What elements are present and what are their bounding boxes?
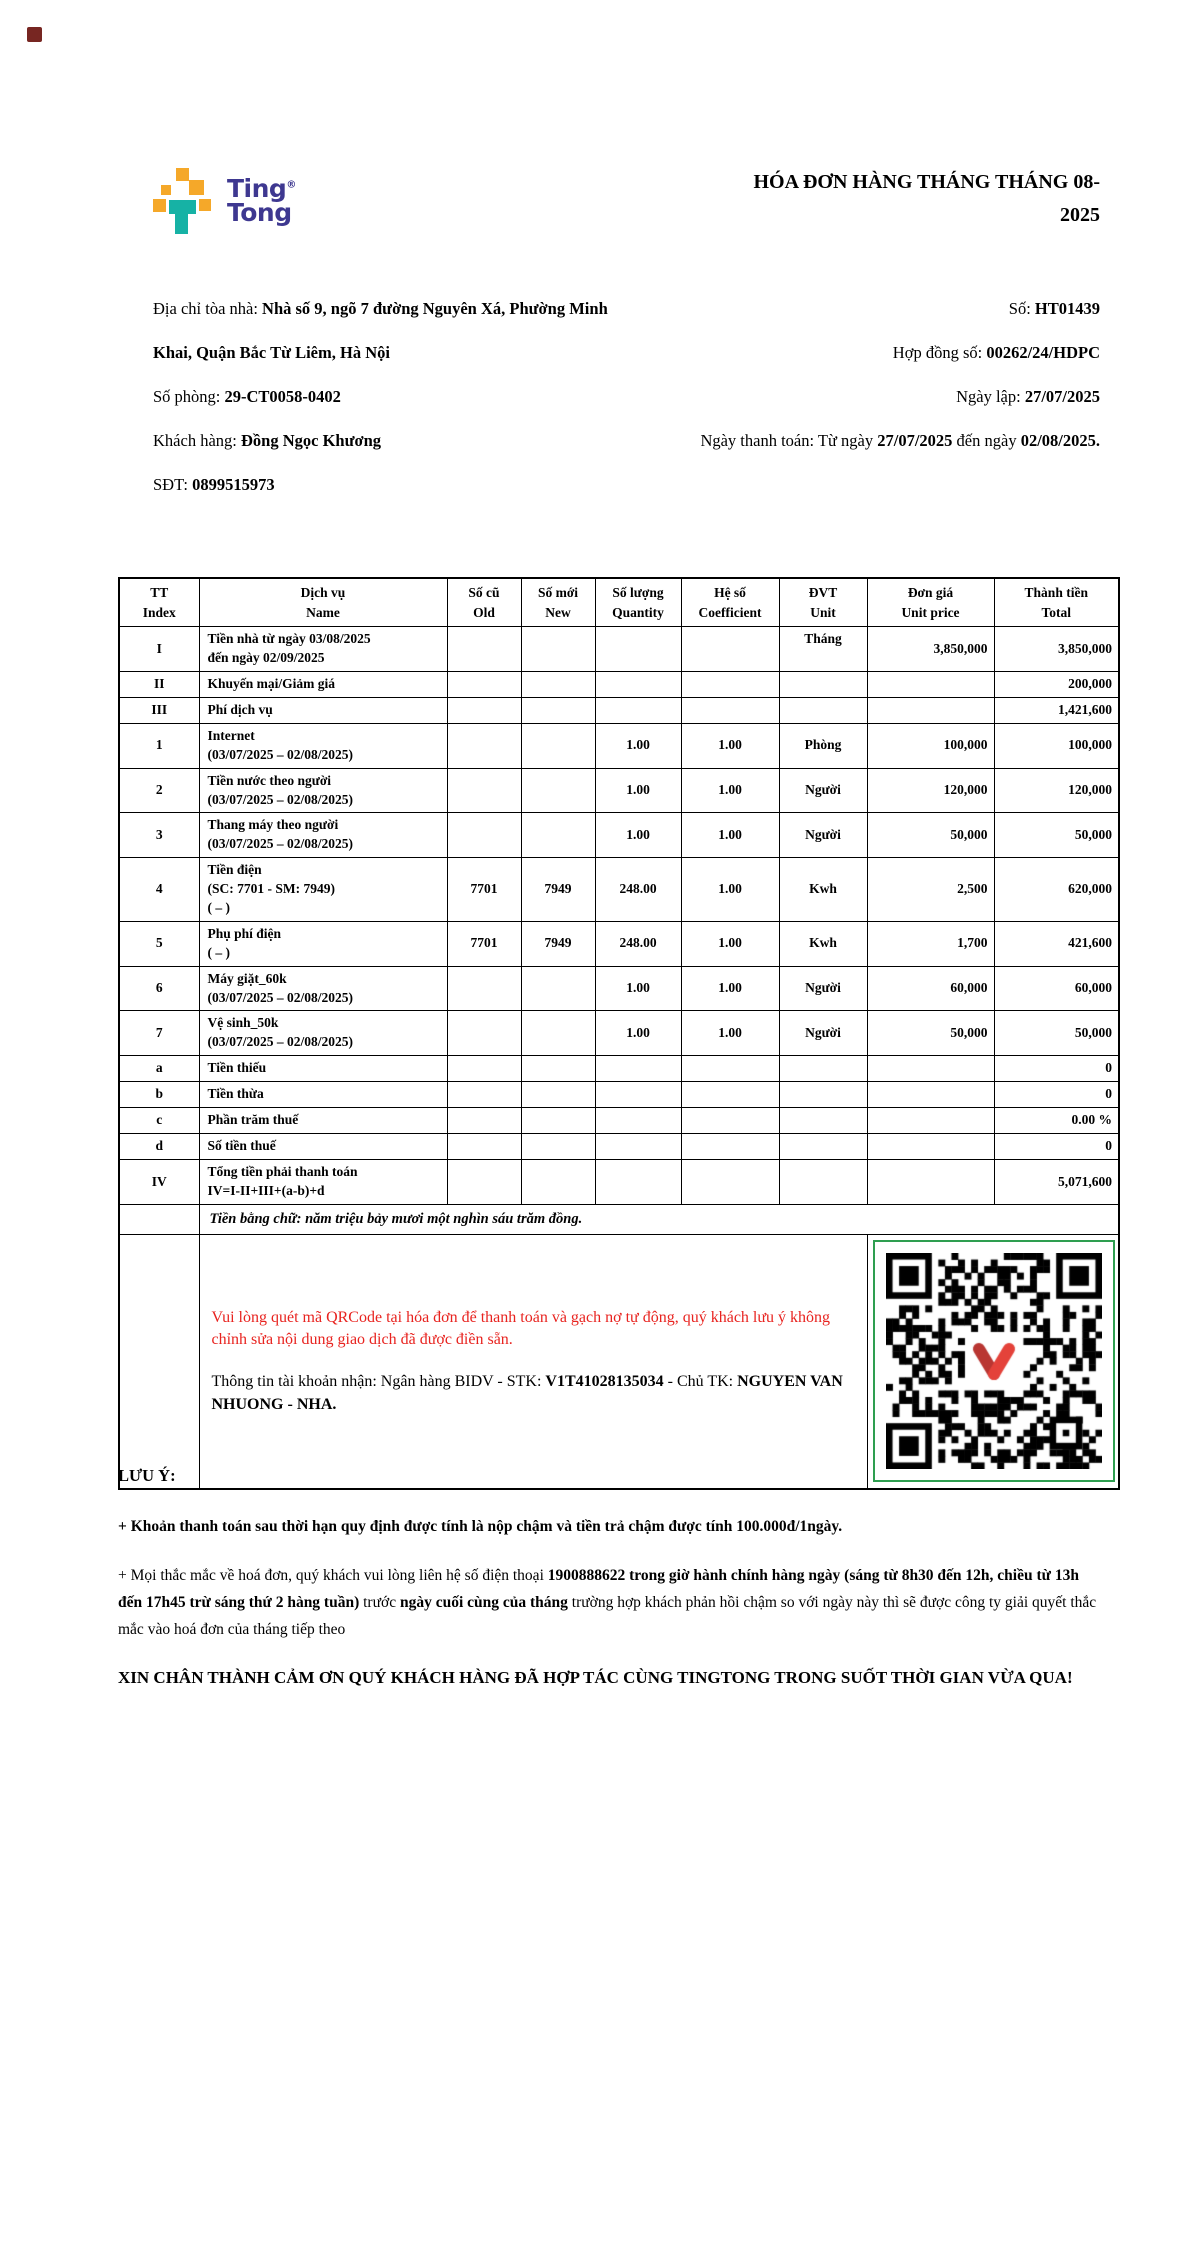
col-header-quantity: Số lượng Quantity xyxy=(595,578,681,627)
cell-index xyxy=(119,1235,199,1489)
table-row xyxy=(119,1160,1119,1205)
cell-service-name: Máy giặt_60k (03/07/2025 – 02/08/2025) xyxy=(199,966,447,1011)
cell-unit-price xyxy=(867,671,994,697)
cell-coefficient xyxy=(681,671,779,697)
table-row xyxy=(119,1108,1119,1134)
cell-quantity xyxy=(595,1134,681,1160)
cell-coefficient: 1.00 xyxy=(681,768,779,813)
col-header-total: Thành tiền Total xyxy=(994,578,1119,627)
cell-quantity: 1.00 xyxy=(595,723,681,768)
table-row xyxy=(119,627,1119,672)
cell-unit-price xyxy=(867,1134,994,1160)
invoice-table xyxy=(118,577,1120,1490)
cell-quantity: 248.00 xyxy=(595,921,681,966)
cell-unit-price: 2,500 xyxy=(867,858,994,922)
notes-section xyxy=(118,1462,1104,1692)
cell-unit-price xyxy=(867,1160,994,1205)
cell-service-name: Tiền nước theo người (03/07/2025 – 02/08/2025) xyxy=(199,768,447,813)
customer-info xyxy=(153,287,628,507)
cell-new-reading xyxy=(521,1134,595,1160)
col-header-coefficient: Hệ số Coefficient xyxy=(681,578,779,627)
notes-title: LƯU Ý: xyxy=(118,1466,176,1485)
qr-payment-note: Vui lòng quét mã QRCode tại hóa đơn để thanh toán và gạch nợ tự động, quý khách lưu ý không chỉnh sửa nội dung giao dịch đã được điền sẵn. xyxy=(211,1308,831,1348)
cell-unit-price: 1,700 xyxy=(867,921,994,966)
cell-service-name: Phần trăm thuế xyxy=(199,1108,447,1134)
cell-quantity: 1.00 xyxy=(595,813,681,858)
cell-index: 1 xyxy=(119,723,199,768)
cell-unit xyxy=(779,1160,867,1205)
cell-unit xyxy=(779,1134,867,1160)
cell-unit-price: 50,000 xyxy=(867,1011,994,1056)
col-header-new: Số mới New xyxy=(521,578,595,627)
building-address: Địa chỉ tòa nhà: Nhà số 9, ngõ 7 đường Nguyên Xá, Phường Minh Khai, Quận Bắc Từ Liêm, Hà Nội xyxy=(153,299,608,362)
cell-index: c xyxy=(119,1108,199,1134)
cell-unit xyxy=(779,671,867,697)
col-header-unit-price: Đơn giá Unit price xyxy=(867,578,994,627)
col-header-name: Dịch vụ Name xyxy=(199,578,447,627)
cell-service-name: Thang máy theo người (03/07/2025 – 02/08/2025) xyxy=(199,813,447,858)
cell-coefficient: 1.00 xyxy=(681,858,779,922)
qr-code-frame xyxy=(873,1240,1115,1482)
cell-total: 3,850,000 xyxy=(994,627,1119,672)
cell-new-reading xyxy=(521,1160,595,1205)
col-header-old: Số cũ Old xyxy=(447,578,521,627)
cell-unit: Kwh xyxy=(779,921,867,966)
cell-old-reading xyxy=(447,1011,521,1056)
cell-new-reading: 7949 xyxy=(521,921,595,966)
contract-number: Hợp đồng số: 00262/24/HDPC xyxy=(892,343,1100,362)
cell-service-name: Tiền điện (SC: 7701 - SM: 7949) ( – ) xyxy=(199,858,447,922)
cell-old-reading xyxy=(447,723,521,768)
tingtong-logo xyxy=(153,168,296,234)
table-row xyxy=(119,966,1119,1011)
customer-phone: SĐT: 0899515973 xyxy=(153,475,275,494)
table-row xyxy=(119,1134,1119,1160)
cell-unit: Kwh xyxy=(779,858,867,922)
cell-total: 0 xyxy=(994,1134,1119,1160)
cell-unit-price: 100,000 xyxy=(867,723,994,768)
cell-service-name: Tổng tiền phải thanh toán IV=I-II+III+(a-b)+d xyxy=(199,1160,447,1205)
cell-unit: Tháng xyxy=(779,627,867,672)
cell-coefficient xyxy=(681,1160,779,1205)
late-payment-note: + Khoản thanh toán sau thời hạn quy định được tính là nộp chậm và tiền trả chậm được tính 100.000đ/1ngày. xyxy=(118,1518,843,1535)
cell-new-reading xyxy=(521,1082,595,1108)
invoice-table-footer xyxy=(119,1205,1119,1489)
cell-old-reading xyxy=(447,813,521,858)
cell-total: 200,000 xyxy=(994,671,1119,697)
cell-index: 6 xyxy=(119,966,199,1011)
cell-coefficient: 1.00 xyxy=(681,966,779,1011)
cell-index: 4 xyxy=(119,858,199,922)
cell-total: 50,000 xyxy=(994,813,1119,858)
room-number: Số phòng: 29-CT0058-0402 xyxy=(153,387,341,406)
cell-new-reading xyxy=(521,697,595,723)
tingtong-logo-icon xyxy=(153,168,213,234)
cell-quantity xyxy=(595,1056,681,1082)
cell-new-reading: 7949 xyxy=(521,858,595,922)
cell-unit-price xyxy=(867,1056,994,1082)
table-row xyxy=(119,813,1119,858)
cell-total: 620,000 xyxy=(994,858,1119,922)
table-row xyxy=(119,768,1119,813)
cell-new-reading xyxy=(521,671,595,697)
cell-total: 421,600 xyxy=(994,921,1119,966)
cell-unit: Người xyxy=(779,813,867,858)
cell-total: 0.00 % xyxy=(994,1108,1119,1134)
amount-in-words: Tiền bằng chữ: năm triệu bảy mươi một nghìn sáu trăm đồng. xyxy=(199,1205,1119,1235)
cell-service-name: Tiền nhà từ ngày 03/08/2025 đến ngày 02/09/2025 xyxy=(199,627,447,672)
table-row xyxy=(119,671,1119,697)
cell-old-reading xyxy=(447,1082,521,1108)
cell-quantity xyxy=(595,671,681,697)
qr-instructions-cell xyxy=(199,1235,867,1489)
cell-coefficient: 1.00 xyxy=(681,723,779,768)
cell-old-reading xyxy=(447,1056,521,1082)
cell-total: 0 xyxy=(994,1082,1119,1108)
qr-code-cell xyxy=(867,1235,1119,1489)
cell-total: 60,000 xyxy=(994,966,1119,1011)
table-row xyxy=(119,1011,1119,1056)
cell-index xyxy=(119,1205,199,1235)
cell-old-reading xyxy=(447,1134,521,1160)
thank-you-note: XIN CHÂN THÀNH CẢM ƠN QUÝ KHÁCH HÀNG ĐÃ HỢP TÁC CÙNG TINGTONG TRONG SUỐT THỜI GIAN VỪA QUA! xyxy=(118,1668,1073,1687)
table-row xyxy=(119,697,1119,723)
cell-unit-price: 60,000 xyxy=(867,966,994,1011)
cell-coefficient xyxy=(681,1056,779,1082)
cell-total: 120,000 xyxy=(994,768,1119,813)
table-row xyxy=(119,1056,1119,1082)
qr-code xyxy=(886,1253,1102,1469)
cell-unit xyxy=(779,1056,867,1082)
cell-unit-price: 3,850,000 xyxy=(867,627,994,672)
table-row xyxy=(119,921,1119,966)
cell-old-reading: 7701 xyxy=(447,921,521,966)
invoice-table-header xyxy=(119,578,1119,627)
cell-index: II xyxy=(119,671,199,697)
cell-index: I xyxy=(119,627,199,672)
cell-new-reading xyxy=(521,627,595,672)
cell-new-reading xyxy=(521,1011,595,1056)
cell-old-reading xyxy=(447,1108,521,1134)
amount-in-words-row xyxy=(119,1205,1119,1235)
cell-total: 5,071,600 xyxy=(994,1160,1119,1205)
cell-index: III xyxy=(119,697,199,723)
cell-unit: Người xyxy=(779,966,867,1011)
cell-coefficient xyxy=(681,1082,779,1108)
cell-service-name: Phụ phí điện ( – ) xyxy=(199,921,447,966)
cell-coefficient xyxy=(681,1134,779,1160)
col-header-unit: ĐVT Unit xyxy=(779,578,867,627)
invoice-title: HÓA ĐƠN HÀNG THÁNG THÁNG 08- 2025 xyxy=(753,171,1100,226)
page-corner-mark xyxy=(27,27,42,42)
cell-unit xyxy=(779,1082,867,1108)
table-row xyxy=(119,858,1119,922)
cell-unit: Người xyxy=(779,768,867,813)
customer-name: Khách hàng: Đồng Ngọc Khương xyxy=(153,431,382,450)
cell-index: 3 xyxy=(119,813,199,858)
cell-index: 7 xyxy=(119,1011,199,1056)
col-header-index: TT Index xyxy=(119,578,199,627)
cell-unit-price xyxy=(867,697,994,723)
cell-quantity: 1.00 xyxy=(595,768,681,813)
bank-account-info: Thông tin tài khoản nhận: Ngân hàng BIDV - STK: V1T41028135034 - Chủ TK: NGUYEN VAN NHUONG - NHA. xyxy=(211,1373,843,1413)
cell-unit-price xyxy=(867,1082,994,1108)
cell-new-reading xyxy=(521,768,595,813)
cell-new-reading xyxy=(521,966,595,1011)
cell-service-name: Phí dịch vụ xyxy=(199,697,447,723)
cell-unit: Người xyxy=(779,1011,867,1056)
issue-date: Ngày lập: 27/07/2025 xyxy=(956,387,1100,406)
cell-old-reading xyxy=(447,671,521,697)
cell-quantity xyxy=(595,697,681,723)
cell-index: b xyxy=(119,1082,199,1108)
cell-quantity: 1.00 xyxy=(595,966,681,1011)
cell-service-name: Khuyến mại/Giảm giá xyxy=(199,671,447,697)
cell-service-name: Vệ sinh_50k (03/07/2025 – 02/08/2025) xyxy=(199,1011,447,1056)
cell-new-reading xyxy=(521,813,595,858)
cell-index: IV xyxy=(119,1160,199,1205)
cell-new-reading xyxy=(521,1108,595,1134)
hotline-note: + Mọi thắc mắc về hoá đơn, quý khách vui lòng liên hệ số điện thoại 1900888622 trong giờ hành chính hàng ngày (sáng từ 8h30 đến 12h, chiều từ 13h đến 17h45 trừ sáng thứ 2 hàng tuần) trước ngày cuối cùng của tháng trường hợp khách phản hồi chậm so với ngày này thì sẽ được công ty giải quyết thắc mắc vào hoá đơn của tháng tiếp theo xyxy=(118,1567,1097,1638)
cell-index: 2 xyxy=(119,768,199,813)
cell-coefficient xyxy=(681,627,779,672)
cell-new-reading xyxy=(521,1056,595,1082)
cell-old-reading xyxy=(447,768,521,813)
cell-coefficient: 1.00 xyxy=(681,921,779,966)
invoice-meta xyxy=(680,287,1100,463)
cell-coefficient xyxy=(681,697,779,723)
cell-service-name: Số tiền thuế xyxy=(199,1134,447,1160)
qr-row xyxy=(119,1235,1119,1489)
cell-index: d xyxy=(119,1134,199,1160)
table-row xyxy=(119,723,1119,768)
cell-coefficient: 1.00 xyxy=(681,1011,779,1056)
cell-quantity xyxy=(595,627,681,672)
payment-period: Ngày thanh toán: Từ ngày 27/07/2025 đến ngày 02/08/2025. xyxy=(700,431,1100,450)
cell-unit-price xyxy=(867,1108,994,1134)
cell-unit-price: 50,000 xyxy=(867,813,994,858)
cell-unit-price: 120,000 xyxy=(867,768,994,813)
cell-index: a xyxy=(119,1056,199,1082)
cell-old-reading xyxy=(447,627,521,672)
cell-service-name: Tiền thiếu xyxy=(199,1056,447,1082)
cell-quantity: 248.00 xyxy=(595,858,681,922)
invoice-number: Số: HT01439 xyxy=(1008,299,1100,318)
cell-unit xyxy=(779,697,867,723)
cell-unit: Phòng xyxy=(779,723,867,768)
cell-old-reading: 7701 xyxy=(447,858,521,922)
cell-total: 50,000 xyxy=(994,1011,1119,1056)
cell-total: 0 xyxy=(994,1056,1119,1082)
cell-coefficient xyxy=(681,1108,779,1134)
cell-service-name: Internet (03/07/2025 – 02/08/2025) xyxy=(199,723,447,768)
table-row xyxy=(119,1082,1119,1108)
cell-quantity: 1.00 xyxy=(595,1011,681,1056)
cell-new-reading xyxy=(521,723,595,768)
cell-unit xyxy=(779,1108,867,1134)
cell-quantity xyxy=(595,1082,681,1108)
cell-old-reading xyxy=(447,1160,521,1205)
cell-total: 1,421,600 xyxy=(994,697,1119,723)
cell-quantity xyxy=(595,1108,681,1134)
cell-index: 5 xyxy=(119,921,199,966)
cell-coefficient: 1.00 xyxy=(681,813,779,858)
cell-old-reading xyxy=(447,966,521,1011)
cell-total: 100,000 xyxy=(994,723,1119,768)
cell-service-name: Tiền thừa xyxy=(199,1082,447,1108)
tingtong-logo-text: Ting® Tong xyxy=(227,173,296,227)
cell-quantity xyxy=(595,1160,681,1205)
cell-old-reading xyxy=(447,697,521,723)
